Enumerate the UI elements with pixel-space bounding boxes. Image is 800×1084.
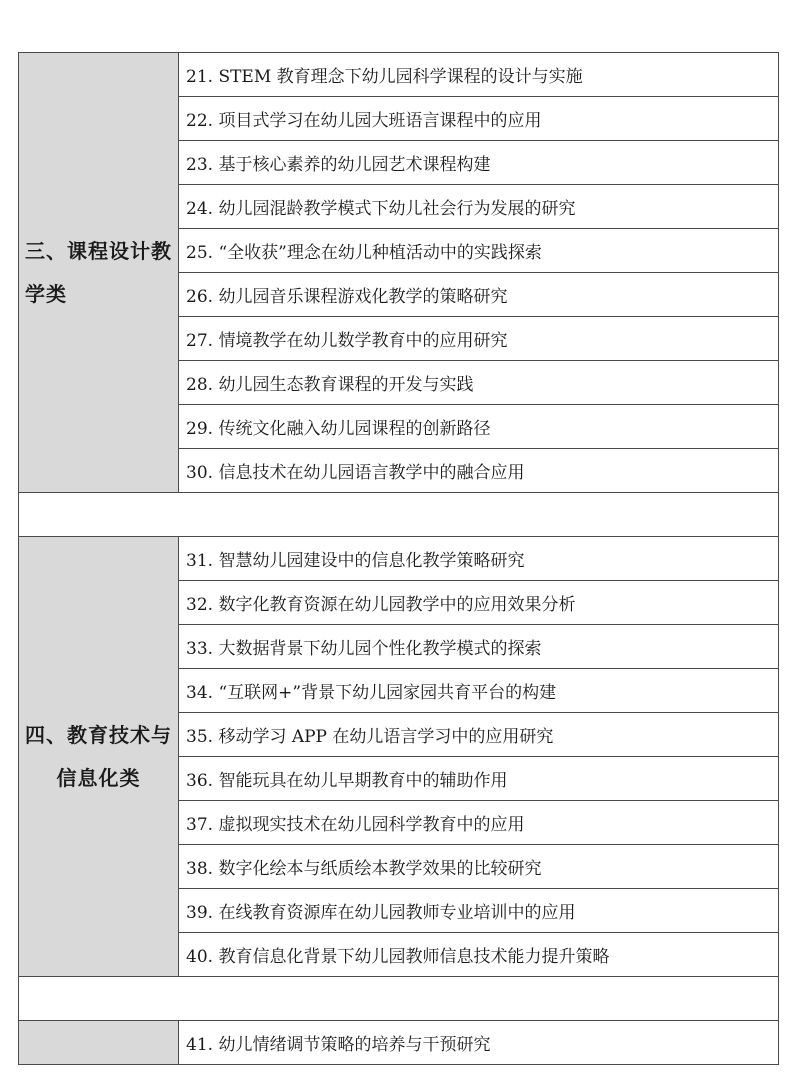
category-cell-edtech bbox=[19, 537, 179, 977]
topic-item: 32. 数字化教育资源在幼儿园教学中的应用效果分析 bbox=[179, 581, 779, 625]
topic-item: 30. 信息技术在幼儿园语言教学中的融合应用 bbox=[179, 449, 779, 493]
topic-item: 24. 幼儿园混龄教学模式下幼儿社会行为发展的研究 bbox=[179, 185, 779, 229]
spacer-row bbox=[19, 977, 779, 1021]
spacer-row bbox=[19, 493, 779, 537]
topic-item: 38. 数字化绘本与纸质绘本教学效果的比较研究 bbox=[179, 845, 779, 889]
topic-item: 26. 幼儿园音乐课程游戏化教学的策略研究 bbox=[179, 273, 779, 317]
category-cell-partial bbox=[19, 1021, 179, 1065]
topic-item: 31. 智慧幼儿园建设中的信息化教学策略研究 bbox=[179, 537, 779, 581]
table-row bbox=[19, 537, 779, 581]
topic-table bbox=[18, 52, 779, 1065]
topic-item: 23. 基于核心素养的幼儿园艺术课程构建 bbox=[179, 141, 779, 185]
topic-item: 40. 教育信息化背景下幼儿园教师信息技术能力提升策略 bbox=[179, 933, 779, 977]
topic-item: 27. 情境教学在幼儿数学教育中的应用研究 bbox=[179, 317, 779, 361]
category-label: 四、教育技术与信息化类 bbox=[25, 722, 172, 790]
table-row bbox=[19, 1021, 779, 1065]
topic-item: 37. 虚拟现实技术在幼儿园科学教育中的应用 bbox=[179, 801, 779, 845]
topic-item: 34. “互联网+”背景下幼儿园家园共育平台的构建 bbox=[179, 669, 779, 713]
topic-item: 33. 大数据背景下幼儿园个性化教学模式的探索 bbox=[179, 625, 779, 669]
spacer-cell bbox=[19, 977, 779, 1021]
category-label: 三、课程设计教学类 bbox=[25, 238, 172, 306]
topic-item: 21. STEM 教育理念下幼儿园科学课程的设计与实施 bbox=[179, 53, 779, 97]
topic-item: 22. 项目式学习在幼儿园大班语言课程中的应用 bbox=[179, 97, 779, 141]
topic-item: 41. 幼儿情绪调节策略的培养与干预研究 bbox=[179, 1021, 779, 1065]
topic-item: 28. 幼儿园生态教育课程的开发与实践 bbox=[179, 361, 779, 405]
topic-item: 25. “全收获”理念在幼儿种植活动中的实践探索 bbox=[179, 229, 779, 273]
topic-item: 29. 传统文化融入幼儿园课程的创新路径 bbox=[179, 405, 779, 449]
table-row bbox=[19, 53, 779, 97]
spacer-cell bbox=[19, 493, 779, 537]
category-cell-course-design bbox=[19, 53, 179, 493]
topic-item: 39. 在线教育资源库在幼儿园教师专业培训中的应用 bbox=[179, 889, 779, 933]
topic-item: 36. 智能玩具在幼儿早期教育中的辅助作用 bbox=[179, 757, 779, 801]
topic-item: 35. 移动学习 APP 在幼儿语言学习中的应用研究 bbox=[179, 713, 779, 757]
